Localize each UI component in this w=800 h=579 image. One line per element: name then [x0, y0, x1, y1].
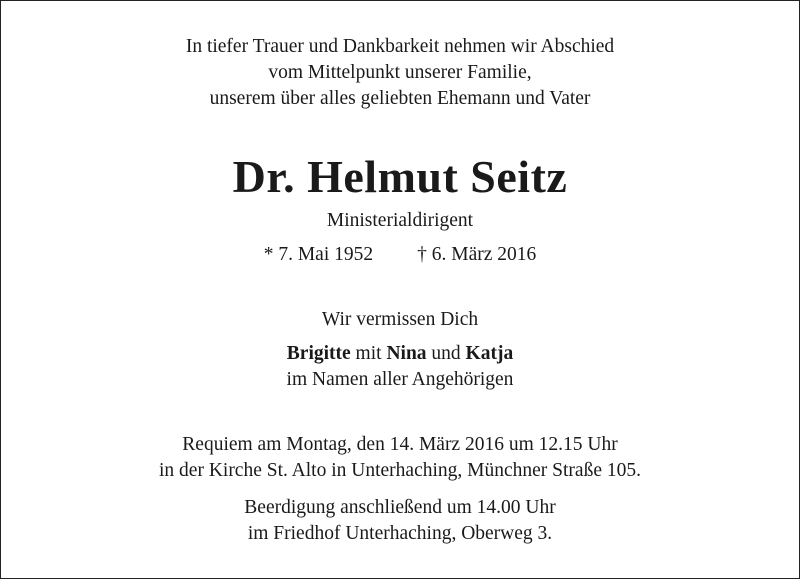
signatory-brigitte: Brigitte — [286, 343, 351, 364]
burial-line-1: Beerdigung anschließend um 14.00 Uhr — [244, 497, 556, 518]
birth-date: * 7. Mai 1952 — [263, 244, 374, 265]
signatory-katja: Katja — [465, 343, 514, 364]
signatories-line — [0, 343, 800, 365]
deceased-name: Dr. Helmut Seitz — [232, 151, 568, 202]
life-dates — [0, 244, 800, 266]
message: Wir vermissen Dich — [321, 309, 479, 330]
burial-line-2: im Friedhof Unterhaching, Oberweg 3. — [247, 523, 553, 544]
signatory-separator-1: mit — [350, 343, 387, 364]
requiem-line-1: Requiem am Montag, den 14. März 2016 um 12.15 Uhr — [182, 434, 618, 455]
intro-line-1: In tiefer Trauer und Dankbarkeit nehmen wir Abschied — [185, 36, 615, 57]
signatories-relatives: im Namen aller Angehörigen — [286, 369, 514, 390]
signatory-nina: Nina — [386, 343, 427, 364]
signatory-separator-2: und — [426, 343, 466, 364]
intro-line-2: vom Mittelpunkt unserer Familie, — [268, 62, 532, 83]
death-date: † 6. März 2016 — [417, 244, 537, 265]
requiem-line-2: in der Kirche St. Alto in Unterhaching, Münchner Straße 105. — [159, 460, 641, 481]
deceased-title: Ministerialdirigent — [326, 210, 474, 231]
intro-line-3: unserem über alles geliebten Ehemann und Vater — [209, 88, 591, 109]
